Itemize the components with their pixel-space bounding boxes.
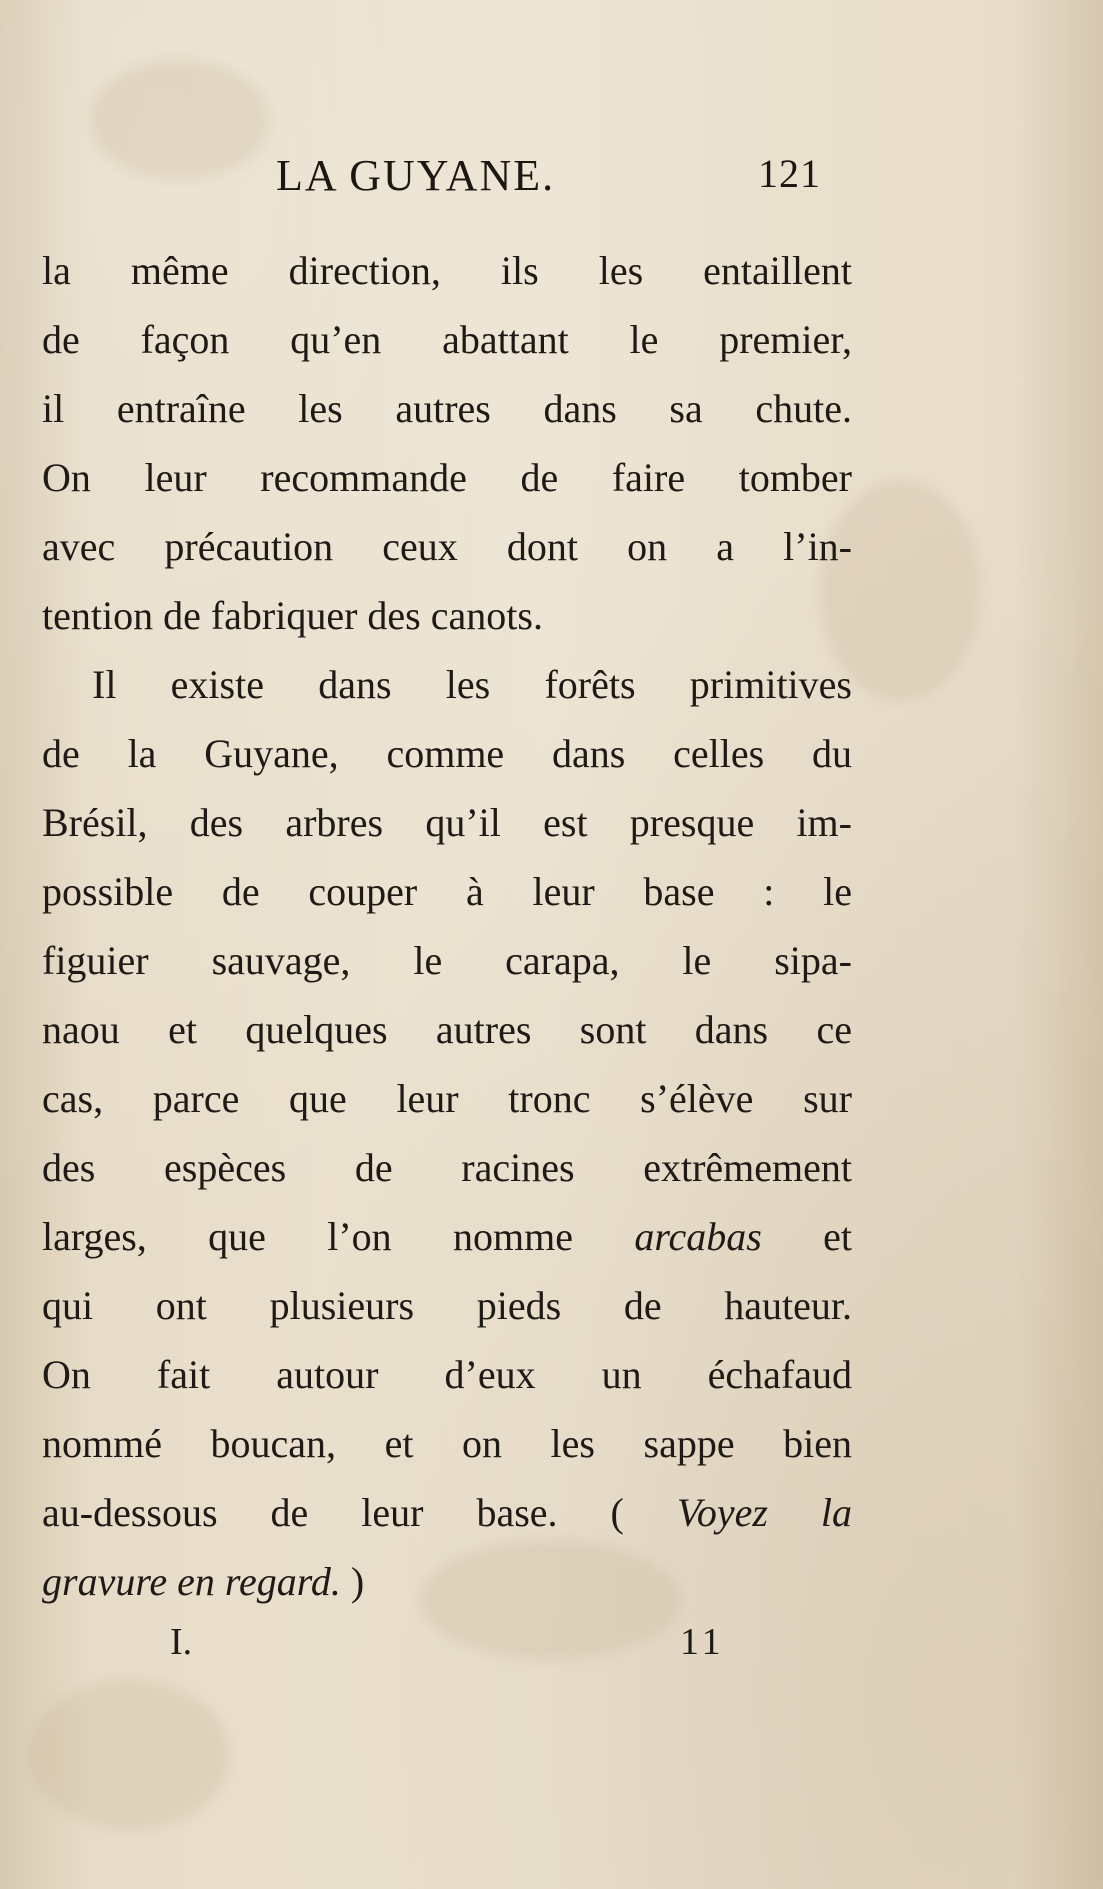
text-line: des espèces de racines extrêmement xyxy=(42,1145,852,1190)
text-line: possible de couper à leur base : le xyxy=(42,869,852,914)
text-line: nommé boucan, et on les sappe bien xyxy=(42,1421,852,1466)
page-header xyxy=(0,150,1103,210)
text-segment: et xyxy=(761,1214,853,1259)
text-line: avec précaution ceux dont on a l’in- xyxy=(42,524,852,569)
italic-term: arcabas xyxy=(634,1214,762,1259)
italic-reference: gravure en regard. xyxy=(42,1559,341,1604)
text-line: naou et quelques autres sont dans ce xyxy=(42,1007,852,1052)
body-text xyxy=(42,236,852,1616)
text-line: il entraîne les autres dans sa chute. xyxy=(42,386,852,431)
text-segment: au-dessous de leur base. ( xyxy=(42,1490,677,1535)
text-line: On fait autour d’eux un échafaud xyxy=(42,1352,852,1397)
text-line: Brésil, des arbres qu’il est presque im- xyxy=(42,800,852,845)
text-line: tention de fabriquer des canots. xyxy=(42,593,543,638)
text-segment: larges, que l’on nomme xyxy=(42,1214,635,1259)
gathering-signature: 11 xyxy=(680,1621,725,1663)
volume-signature: I. xyxy=(170,1621,193,1663)
text-line xyxy=(42,1202,852,1271)
paper-stain xyxy=(30,1680,230,1830)
running-title: LA GUYANE. xyxy=(276,151,556,200)
text-line: Il existe dans les forêts primitives xyxy=(92,662,852,707)
text-line xyxy=(42,1547,852,1616)
text-line: qui ont plusieurs pieds de hauteur. xyxy=(42,1283,852,1328)
page-number: 121 xyxy=(758,151,821,196)
text-line: de la Guyane, comme dans celles du xyxy=(42,731,852,776)
text-line: la même direction, ils les entaillent xyxy=(42,248,852,293)
italic-reference: Voyez la xyxy=(676,1490,852,1535)
text-line: cas, parce que leur tronc s’élève sur xyxy=(42,1076,852,1121)
text-segment: ) xyxy=(340,1559,365,1604)
text-line: de façon qu’en abattant le premier, xyxy=(42,317,852,362)
text-line: figuier sauvage, le carapa, le sipa- xyxy=(42,938,852,983)
page-footer xyxy=(0,1620,1103,1670)
text-line xyxy=(42,1478,852,1547)
text-line: On leur recommande de faire tomber xyxy=(42,455,852,500)
